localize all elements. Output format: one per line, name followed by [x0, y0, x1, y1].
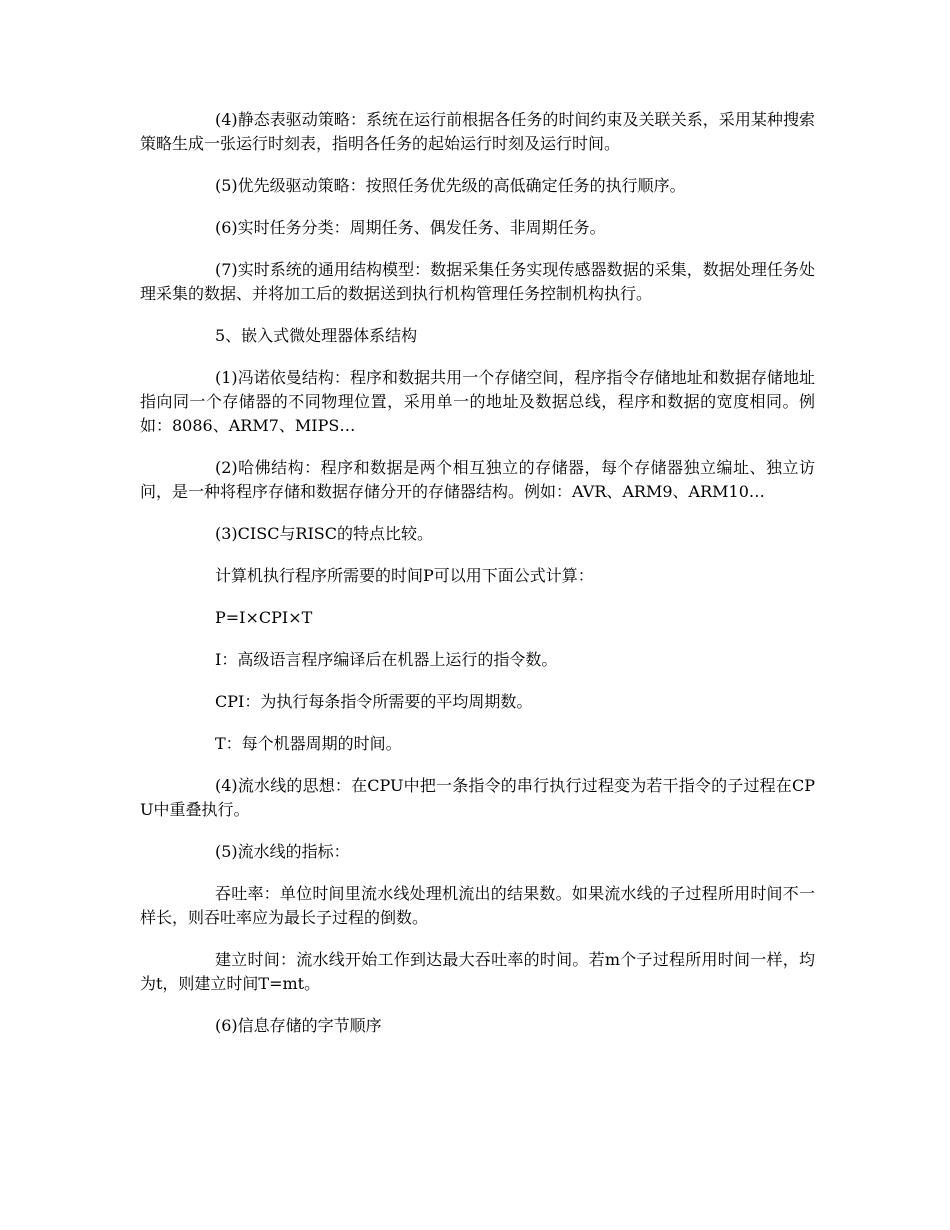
paragraph-realtime-task-types: (6)实时任务分类：周期任务、偶发任务、非周期任务。	[215, 218, 606, 237]
paragraph-static-table-strategy: (4)静态表驱动策略：系统在运行前根据各任务的时间约束及关联关系，采用某种搜索策略生成一张运行时刻表，指明各任务的起始运行时刻及运行时间。	[140, 110, 815, 153]
paragraph-pipeline-idea: (4)流水线的思想：在CPU中把一条指令的串行执行过程变为若干指令的子过程在CPU中重叠执行。	[140, 776, 815, 819]
definition-i: I：高级语言程序编译后在机器上运行的指令数。	[215, 650, 558, 669]
definition-cpi: CPI：为执行每条指令所需要的平均周期数。	[215, 692, 533, 711]
section-heading-embedded-architecture: 5、嵌入式微处理器体系结构	[215, 326, 418, 345]
paragraph-harvard: (2)哈佛结构：程序和数据是两个相互独立的存储器，每个存储器独立编址、独立访问，是一种将程序存储和数据存储分开的存储器结构。例如：AVR、ARM9、ARM10…	[140, 458, 815, 501]
paragraph-realtime-structure-model: (7)实时系统的通用结构模型：数据采集任务实现传感器数据的采集，数据处理任务处理采集的数据、并将加工后的数据送到执行机构管理任务控制机构执行。	[140, 260, 815, 303]
formula-execution-time: P=I×CPI×T	[215, 608, 313, 627]
paragraph-pipeline-metrics: (5)流水线的指标：	[215, 842, 350, 861]
document-page	[140, 108, 815, 1056]
definition-t: T：每个机器周期的时间。	[215, 734, 402, 753]
paragraph-cisc-risc: (3)CISC与RISC的特点比较。	[215, 524, 434, 543]
paragraph-von-neumann: (1)冯诺依曼结构：程序和数据共用一个存储空间，程序指令存储地址和数据存储地址指向同一个存储器的不同物理位置，采用单一的地址及数据总线，程序和数据的宽度相同。例如：8086、ARM7、MIPS…	[140, 368, 815, 435]
paragraph-throughput: 吞吐率：单位时间里流水线处理机流出的结果数。如果流水线的子过程所用时间不一样长，则吞吐率应为最长子过程的倒数。	[140, 884, 815, 927]
paragraph-priority-strategy: (5)优先级驱动策略：按照任务优先级的高低确定任务的执行顺序。	[215, 176, 686, 195]
paragraph-byte-order: (6)信息存储的字节顺序	[215, 1016, 382, 1035]
paragraph-execution-time-intro: 计算机执行程序所需要的时间P可以用下面公式计算：	[215, 566, 594, 585]
paragraph-setup-time: 建立时间：流水线开始工作到达最大吞吐率的时间。若m个子过程所用时间一样，均为t，则建立时间T=mt。	[140, 950, 815, 993]
